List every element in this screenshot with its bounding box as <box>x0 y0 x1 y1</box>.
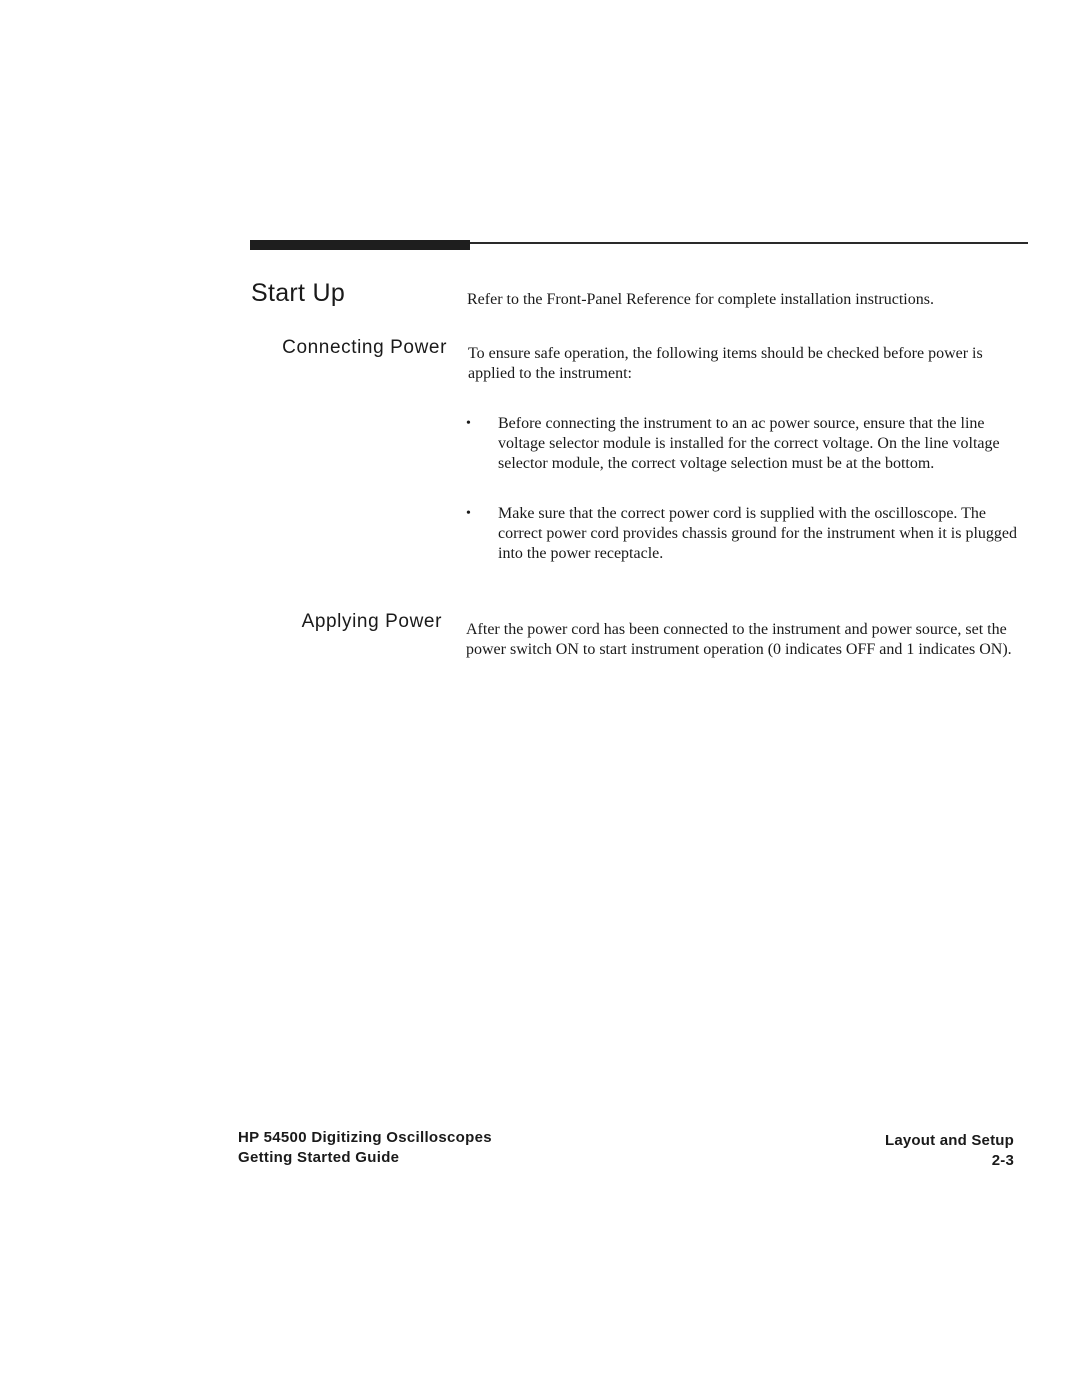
connecting-power-paragraph: To ensure safe operation, the following items should be checked before power is applied to the instrument: <box>468 345 983 382</box>
page-number: 2-3 <box>991 1152 1014 1169</box>
section-title: Start Up <box>251 279 346 307</box>
footer-product-name: HP 54500 Digitizing Oscilloscopes <box>238 1129 492 1146</box>
footer-chapter-title: Layout and Setup <box>884 1132 1014 1149</box>
applying-power-paragraph: After the power cord has been connected to the instrument and power source, set the power switch ON to start instrument operation (0 indicates OFF and 1 indicates ON). <box>466 621 1012 658</box>
bullet-text: Make sure that the correct power cord is supplied with the oscilloscope. The correct power cord provides chassis ground for the instrument when it is plugged into the power receptacle. <box>498 505 1017 562</box>
list-item <box>464 414 1024 474</box>
connecting-power-bullet-list <box>464 414 1024 594</box>
applying-power-heading: Applying Power <box>301 611 442 632</box>
footer-chapter-info <box>800 1131 1014 1171</box>
header-rule-thin-line <box>470 242 1028 244</box>
section-intro: Refer to the Front-Panel Reference for complete installation instructions. <box>467 291 934 308</box>
connecting-power-heading: Connecting Power <box>282 337 447 358</box>
bullet-text: Before connecting the instrument to an ac power source, ensure that the line voltage selector module is installed for the correct voltage. On the line voltage selector module, the correct voltage selection must be at the bottom. <box>498 415 1000 472</box>
header-rule <box>250 240 1028 252</box>
bullet-icon: • <box>466 416 471 431</box>
header-rule-thick-bar <box>250 240 470 250</box>
list-item <box>464 504 1024 564</box>
bullet-icon: • <box>466 506 471 521</box>
footer-manual-title <box>238 1128 492 1168</box>
footer-guide-name: Getting Started Guide <box>238 1149 400 1166</box>
